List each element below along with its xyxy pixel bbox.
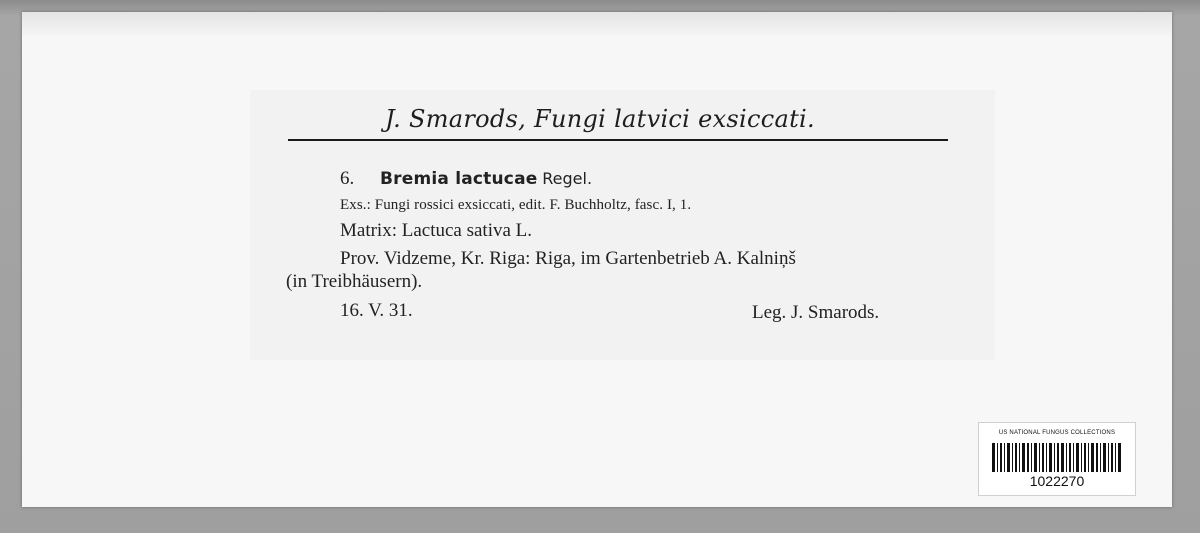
matrix-line: Matrix: Lactuca sativa L. [340,220,533,241]
species-line [340,168,592,190]
species-author: Regel. [542,169,593,188]
exsiccata-reference: Exs.: Fungi rossici exsiccati, edit. F. Buchholtz, fasc. I, 1. [340,197,692,213]
locality-line-2: (in Treibhäusern). [286,271,423,292]
species-name: Bremia lactucae [380,169,538,189]
collection-date: 16. V. 31. [340,300,413,321]
barcode-icon [992,443,1122,472]
label-title: J. Smarods, Fungi latvici exsiccati. [385,105,815,133]
specimen-number: 6. [340,168,355,189]
title-rule [288,139,948,141]
collector: Leg. J. Smarods. [752,302,880,323]
locality-line-1: Prov. Vidzeme, Kr. Riga: Riga, im Gartenbetrieb A. Kalniņš [340,248,796,269]
sheet-top-band [22,12,1172,36]
barcode-header: US NATIONAL FUNGUS COLLECTIONS [998,430,1116,436]
barcode-number: 1022270 [1029,473,1085,489]
barcode-label [978,422,1136,496]
